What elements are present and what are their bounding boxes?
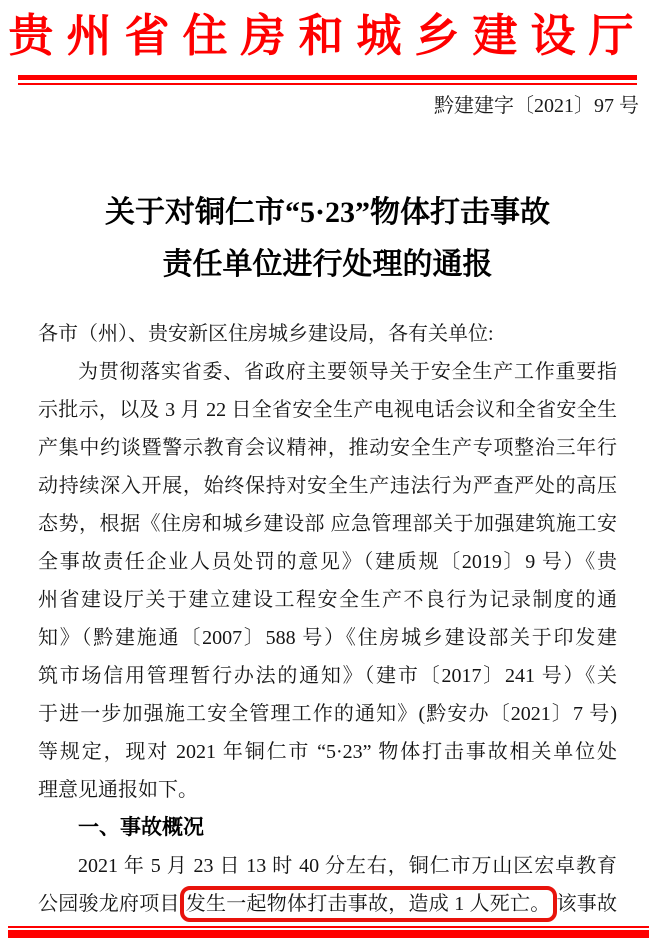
document-body [38, 315, 617, 923]
agency-letterhead: 贵州省住房和城乡建设厅 [8, 11, 647, 61]
highlight-box: 发生一起物体打击事故，造成 1 人死亡。 [180, 886, 557, 922]
footer-thick-line [8, 930, 649, 938]
document-title [0, 187, 655, 291]
body-line: 等规定，现对 2021 年铜仁市 “5·23” 物体打击事故相关单位处 [38, 741, 617, 763]
document-title-line2: 责任单位进行处理的通报 [162, 248, 493, 281]
body-line: 态势，根据《住房和城乡建设部 应急管理部关于加强建筑施工安 [38, 513, 617, 535]
body-line: 示批示，以及 3 月 22 日全省安全生产电视电话会议和全省安全生 [38, 399, 617, 421]
document-title-line1: 关于对铜仁市“5·23”物体打击事故 [104, 196, 550, 229]
body-line: 理意见通报如下。 [38, 779, 198, 801]
body-line: 于进一步加强施工安全管理工作的通知》(黔安办〔2021〕7 号) [38, 703, 617, 725]
section-heading-accident-overview: 一、事故概况 [78, 816, 204, 839]
highlight-suffix-text: 该事故 [556, 893, 617, 915]
body-line: 动持续深入开展，始终保持对安全生产违法行为严查严处的高压 [38, 475, 617, 497]
body-line-with-highlight [38, 885, 617, 923]
body-line: 知》（黔建施通〔2007〕588 号）《住房城乡建设部关于印发建 [38, 627, 617, 649]
document-number: 黔建建字〔2021〕97 号 [434, 95, 639, 117]
footer-divider [8, 926, 649, 938]
body-line: 为贯彻落实省委、省政府主要领导关于安全生产工作重要指 [78, 361, 617, 383]
body-line: 产集中约谈暨警示教育会议精神，推动安全生产专项整治三年行 [38, 437, 617, 459]
body-line: 全事故责任企业人员处罚的意见》（建质规〔2019〕9 号）《贵 [38, 551, 617, 573]
body-line: 州省建设厅关于建立建设工程安全生产不良行为记录制度的通 [38, 589, 617, 611]
body-line: 筑市场信用管理暂行办法的通知》（建市〔2017〕241 号）《关 [38, 665, 617, 687]
letterhead-divider [18, 75, 637, 85]
body-line: 2021 年 5 月 23 日 13 时 40 分左右，铜仁市万山区宏卓教育 [78, 855, 617, 877]
divider-thin-line [18, 83, 637, 85]
highlight-prefix-text: 公园骏龙府项目 [38, 893, 180, 915]
salutation-line: 各市（州）、贵安新区住房城乡建设局，各有关单位: [38, 323, 494, 345]
